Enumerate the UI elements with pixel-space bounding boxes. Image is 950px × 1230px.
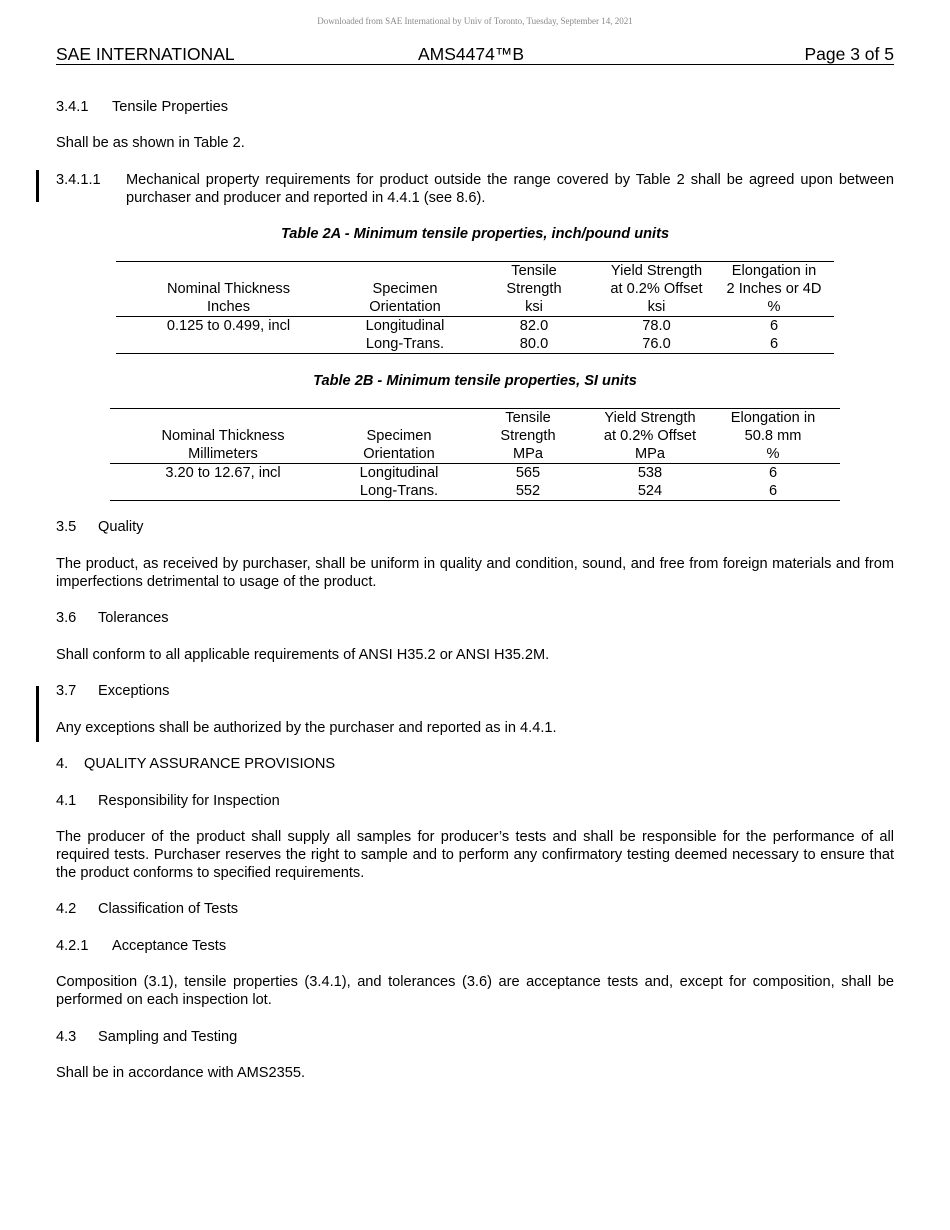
- section-number: 4.: [56, 756, 69, 772]
- header-cell: 2 Inches or 4D: [726, 281, 822, 297]
- table-2b: [110, 408, 840, 501]
- table-header-row: [116, 280, 834, 298]
- table-cell: 6: [768, 465, 778, 481]
- table-cell: 524: [594, 482, 706, 501]
- table-cell: 565: [515, 465, 541, 481]
- header-cell: [341, 262, 469, 281]
- header-cell: Yield Strength: [594, 409, 706, 428]
- download-watermark: Downloaded from SAE International by Univ of Toronto, Tuesday, September 14, 2021: [317, 16, 633, 26]
- section-4-2-heading: [56, 900, 238, 918]
- section-number: 3.6: [56, 610, 77, 626]
- section-number: 4.2: [56, 901, 77, 917]
- table-cell: 80.0: [469, 335, 599, 354]
- revision-bar: [36, 170, 39, 202]
- section-3-4-1-body: Shall be as shown in Table 2.: [56, 135, 245, 151]
- header-cell: %: [706, 445, 840, 464]
- header-cell: Orientation: [341, 298, 469, 317]
- table-row: [116, 335, 834, 354]
- table-cell: 78.0: [642, 318, 671, 334]
- section-3-5-heading: [56, 518, 143, 536]
- section-3-6-heading: [56, 609, 169, 627]
- table-cell: 6: [769, 318, 779, 334]
- table-2a-caption: Table 2A - Minimum tensile properties, inch/pound units: [280, 226, 670, 242]
- section-title: Tolerances: [98, 610, 169, 626]
- section-title: Quality: [98, 519, 144, 535]
- section-3-6-body: Shall conform to all applicable requirements of ANSI H35.2 or ANSI H35.2M.: [56, 647, 550, 663]
- header-cell: Specimen: [372, 281, 438, 297]
- table-row: [110, 482, 840, 501]
- header-cell: MPa: [462, 445, 594, 464]
- section-3-5-body: The product, as received by purchaser, shall be uniform in quality and condition, sound, and free from foreign materials and from imperfections detrimental to usage of the product.: [56, 556, 894, 590]
- table-cell: 552: [462, 482, 594, 501]
- section-3-4-1-1-number: 3.4.1.1: [56, 172, 101, 188]
- table-header-row: [110, 409, 840, 428]
- header-cell: Tensile: [462, 409, 594, 428]
- table-cell: Long-Trans.: [341, 335, 469, 354]
- section-4-2-1-heading: [56, 937, 226, 955]
- section-number: 4.3: [56, 1029, 77, 1045]
- header-cell: Nominal Thickness: [166, 281, 290, 297]
- header-cell: [110, 409, 336, 428]
- section-4-1-heading: [56, 792, 280, 810]
- section-number: 4.1: [56, 793, 77, 809]
- table-header-row: [116, 262, 834, 281]
- header-cell: Elongation in: [714, 262, 834, 281]
- table-cell: 6: [714, 335, 834, 354]
- table-header-row: [116, 298, 834, 317]
- section-title: Sampling and Testing: [98, 1029, 238, 1045]
- section-3-4-1-1-body: Mechanical property requirements for product outside the range covered by Table 2 shall be agreed upon between purchaser and producer and reported in 4.4.1 (see 8.6).: [126, 172, 894, 206]
- table-cell: [110, 482, 336, 501]
- table-cell: 538: [637, 465, 663, 481]
- header-cell: Millimeters: [110, 445, 336, 464]
- table-cell: Longitudinal: [359, 465, 439, 481]
- header-document-number: AMS4474™B: [418, 44, 525, 64]
- section-4-2-1-body: Composition (3.1), tensile properties (3.4.1), and tolerances (3.6) are acceptance tests and, except for composition, shall be performed on each inspection lot.: [56, 974, 894, 1008]
- header-cell: Strength: [500, 428, 556, 444]
- header-cell: Inches: [116, 298, 341, 317]
- header-cell: Tensile: [469, 262, 599, 281]
- section-title: Classification of Tests: [98, 901, 239, 917]
- table-2b-caption: Table 2B - Minimum tensile properties, SI units: [313, 373, 637, 389]
- section-4-heading: [56, 755, 335, 773]
- section-3-7-heading: [56, 682, 169, 700]
- header-cell: 50.8 mm: [744, 428, 802, 444]
- header-cell: ksi: [469, 298, 599, 317]
- table-cell: 0.125 to 0.499, incl: [166, 318, 291, 334]
- header-rule: [56, 64, 894, 65]
- header-cell: MPa: [594, 445, 706, 464]
- section-number: 3.7: [56, 683, 77, 699]
- header-cell: [336, 409, 462, 428]
- table-cell: 82.0: [519, 318, 549, 334]
- header-cell: %: [714, 298, 834, 317]
- section-number: 3.5: [56, 519, 77, 535]
- section-title: Tensile Properties: [112, 99, 228, 115]
- header-cell: ksi: [599, 298, 714, 317]
- table-cell: Longitudinal: [365, 318, 445, 334]
- header-cell: Nominal Thickness: [161, 428, 285, 444]
- table-row: [110, 464, 840, 483]
- table-cell: [116, 335, 341, 354]
- table-cell: Long-Trans.: [336, 482, 462, 501]
- header-organization: SAE INTERNATIONAL: [56, 44, 235, 64]
- table-row: [116, 317, 834, 336]
- table-cell: 3.20 to 12.67, incl: [165, 465, 281, 481]
- section-4-3-heading: [56, 1028, 237, 1046]
- section-number: 3.4.1: [56, 99, 89, 115]
- revision-bar: [36, 686, 39, 742]
- header-page-number: Page 3 of 5: [804, 44, 894, 64]
- table-header-row: [110, 445, 840, 464]
- section-title: Exceptions: [98, 683, 170, 699]
- header-cell: Strength: [506, 281, 562, 297]
- header-cell: at 0.2% Offset: [603, 428, 697, 444]
- header-cell: Yield Strength: [599, 262, 714, 281]
- section-4-1-body: The producer of the product shall supply all samples for producer’s tests and shall be responsible for the performance of all required tests. Purchaser reserves the right to sample and to perform any confirmatory testing deemed necessary to ensure that the product conforms to specified requirements.: [56, 829, 894, 881]
- table-cell: 6: [706, 482, 840, 501]
- table-2a: [116, 261, 834, 354]
- section-3-7-body: Any exceptions shall be authorized by the purchaser and reported as in 4.4.1.: [56, 720, 557, 736]
- section-title: Acceptance Tests: [112, 938, 227, 954]
- header-cell: Specimen: [366, 428, 432, 444]
- header-cell: at 0.2% Offset: [610, 281, 703, 297]
- section-3-4-1-heading: [56, 98, 228, 116]
- table-cell: 76.0: [599, 335, 714, 354]
- header-cell: Orientation: [336, 445, 462, 464]
- section-4-3-body: Shall be in accordance with AMS2355.: [56, 1065, 306, 1081]
- section-title: QUALITY ASSURANCE PROVISIONS: [84, 756, 336, 772]
- header-cell: Elongation in: [706, 409, 840, 428]
- section-title: Responsibility for Inspection: [98, 793, 280, 809]
- header-cell: [116, 262, 341, 281]
- section-number: 4.2.1: [56, 938, 89, 954]
- table-header-row: [110, 427, 840, 445]
